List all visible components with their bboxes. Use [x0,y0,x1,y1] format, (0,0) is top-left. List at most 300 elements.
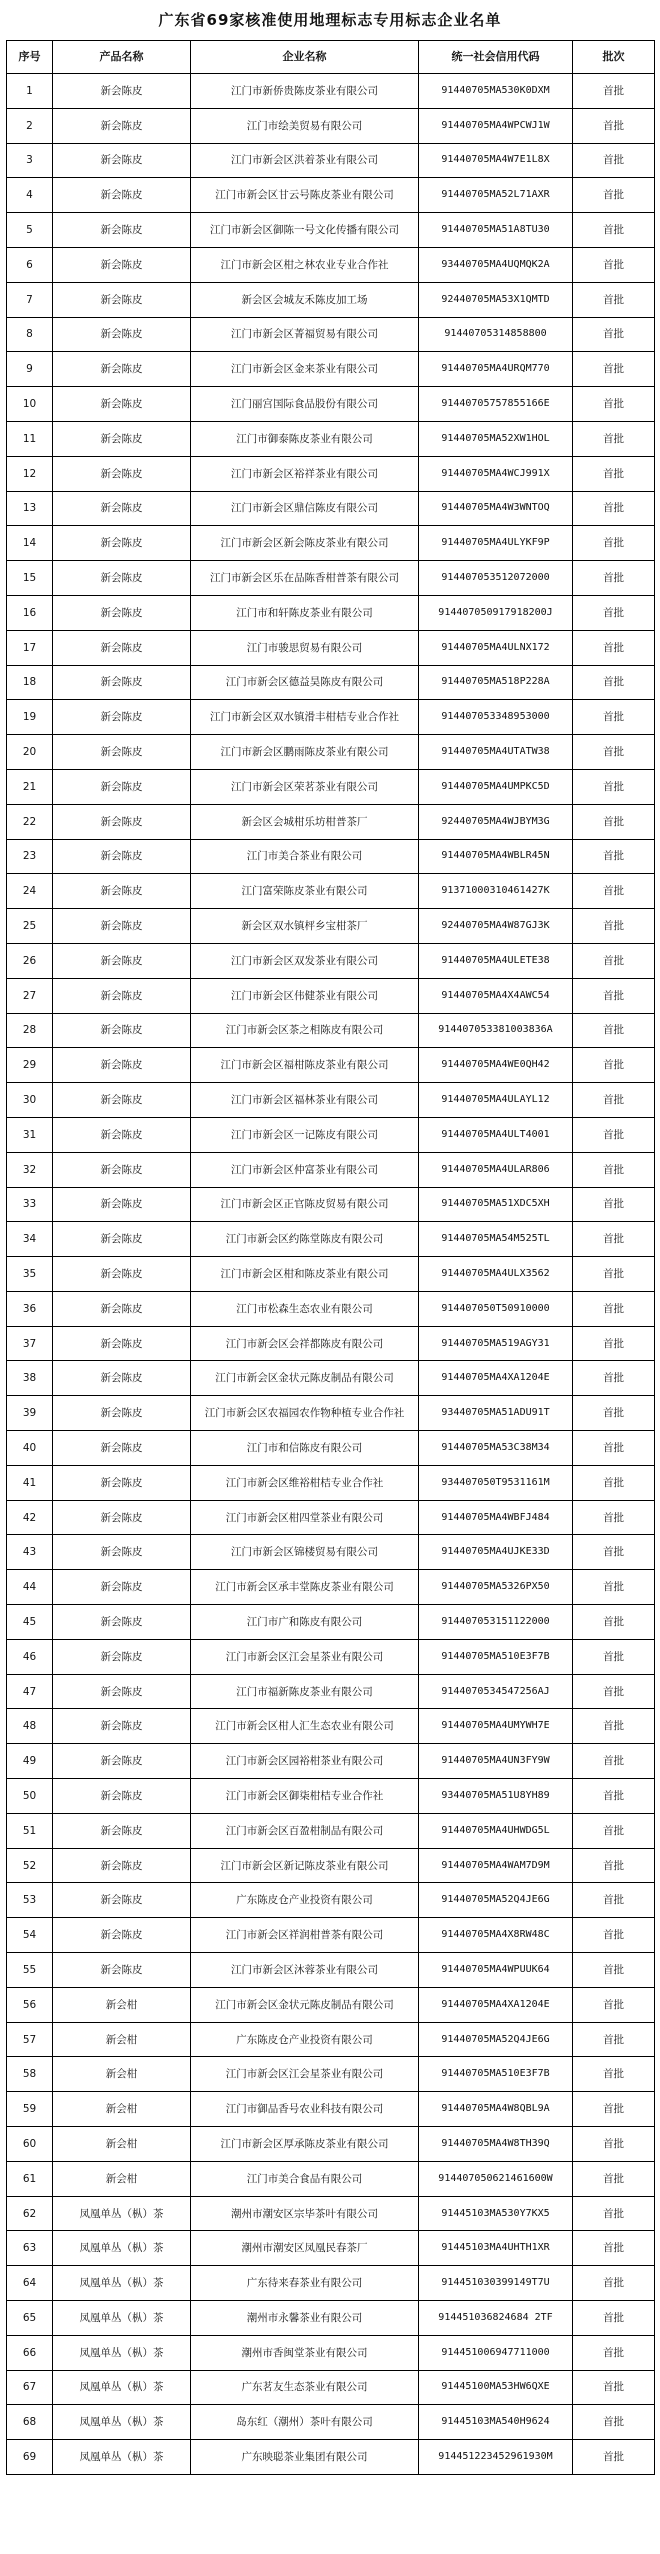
cell-index: 61 [7,2161,53,2196]
cell-batch: 首批 [573,421,655,456]
table-row [7,421,655,456]
cell-product: 新会陈皮 [53,1883,191,1918]
cell-credit-code: 914407053348953000 [419,700,573,735]
cell-credit-code: 91440705MA4XA1204E [419,1987,573,2022]
cell-product: 新会陈皮 [53,108,191,143]
cell-credit-code: 91445103MA4UHTH1XR [419,2231,573,2266]
cell-index: 67 [7,2370,53,2405]
cell-product: 凤凰单丛（枞）茶 [53,2335,191,2370]
cell-company: 江门市新会区厚承陈皮茶业有限公司 [191,2127,419,2162]
cell-batch: 首批 [573,352,655,387]
cell-batch: 首批 [573,213,655,248]
cell-product: 新会陈皮 [53,1639,191,1674]
cell-product: 新会陈皮 [53,1500,191,1535]
cell-batch: 首批 [573,526,655,561]
table-row [7,1048,655,1083]
cell-batch: 首批 [573,561,655,596]
cell-credit-code: 91440705MA54M525TL [419,1222,573,1257]
cell-company: 广东待来春茶业有限公司 [191,2266,419,2301]
cell-batch: 首批 [573,1535,655,1570]
cell-company: 江门市御品香号农业科技有限公司 [191,2092,419,2127]
table-row [7,700,655,735]
cell-company: 潮州市潮安区宗毕茶叶有限公司 [191,2196,419,2231]
table-row [7,2335,655,2370]
cell-company: 江门市新会区柑四堂茶业有限公司 [191,1500,419,1535]
table-row [7,804,655,839]
cell-company: 江门市新会区裕祥茶业有限公司 [191,456,419,491]
cell-company: 江门市新会区会祥都陈皮有限公司 [191,1326,419,1361]
cell-company: 江门市新会区乐在品陈香柑普茶有限公司 [191,561,419,596]
cell-company: 江门市新会区承丰堂陈皮茶业有限公司 [191,1570,419,1605]
cell-index: 46 [7,1639,53,1674]
cell-index: 27 [7,978,53,1013]
cell-credit-code: 91440705MA4WAM7D9M [419,1848,573,1883]
cell-company: 江门市新会区祥润柑普茶有限公司 [191,1918,419,1953]
header-company: 企业名称 [191,41,419,74]
cell-company: 江门市新会区鹏雨陈皮茶业有限公司 [191,735,419,770]
table-row [7,1709,655,1744]
cell-batch: 首批 [573,595,655,630]
cell-credit-code: 914451036824684 2TF [419,2301,573,2336]
cell-credit-code: 914451223452961930M [419,2440,573,2475]
cell-company: 江门市新会区一记陈皮有限公司 [191,1117,419,1152]
cell-credit-code: 91440705MA4ULT4001 [419,1117,573,1152]
cell-batch: 首批 [573,665,655,700]
cell-company: 江门市新会区正官陈皮贸易有限公司 [191,1187,419,1222]
cell-product: 新会陈皮 [53,978,191,1013]
cell-credit-code: 91440705MA4WPCWJ1W [419,108,573,143]
cell-index: 43 [7,1535,53,1570]
cell-credit-code: 91440705MA4UJKE33D [419,1535,573,1570]
cell-credit-code: 92440705MA4WJBYM3G [419,804,573,839]
cell-index: 56 [7,1987,53,2022]
cell-product: 新会柑 [53,2022,191,2057]
cell-index: 24 [7,874,53,909]
cell-credit-code: 91440705MA4UMPKC5D [419,769,573,804]
cell-batch: 首批 [573,178,655,213]
cell-company: 江门丽宫国际食品股份有限公司 [191,387,419,422]
cell-credit-code: 91440705MA52L71AXR [419,178,573,213]
cell-product: 新会陈皮 [53,1222,191,1257]
cell-credit-code: 91440705MA4W8TH39Q [419,2127,573,2162]
header-product: 产品名称 [53,41,191,74]
cell-product: 新会陈皮 [53,595,191,630]
cell-credit-code: 91440705MA4WBLR45N [419,839,573,874]
cell-batch: 首批 [573,1257,655,1292]
cell-index: 42 [7,1500,53,1535]
cell-company: 江门市新会区百盈柑制品有限公司 [191,1813,419,1848]
cell-product: 新会陈皮 [53,352,191,387]
cell-credit-code: 914407050T50910000 [419,1291,573,1326]
cell-product: 新会陈皮 [53,1709,191,1744]
cell-credit-code: 934407050T9531161M [419,1465,573,1500]
cell-company: 江门市新会区鼎信陈皮有限公司 [191,491,419,526]
table-row [7,143,655,178]
cell-batch: 首批 [573,1779,655,1814]
cell-credit-code: 91440705MA4ULYKF9P [419,526,573,561]
cell-product: 新会陈皮 [53,1152,191,1187]
cell-company: 广东陈皮仓产业投资有限公司 [191,2022,419,2057]
cell-index: 25 [7,909,53,944]
cell-product: 凤凰单丛（枞）茶 [53,2440,191,2475]
cell-product: 新会柑 [53,2127,191,2162]
cell-index: 9 [7,352,53,387]
cell-index: 37 [7,1326,53,1361]
cell-product: 新会陈皮 [53,247,191,282]
cell-batch: 首批 [573,108,655,143]
cell-company: 江门市新会区维裕柑桔专业合作社 [191,1465,419,1500]
cell-index: 63 [7,2231,53,2266]
cell-product: 新会陈皮 [53,561,191,596]
cell-credit-code: 914407053381003836A [419,1013,573,1048]
cell-batch: 首批 [573,1570,655,1605]
cell-index: 34 [7,1222,53,1257]
table-row [7,1883,655,1918]
cell-credit-code: 91440705MA4XA1204E [419,1361,573,1396]
table-row [7,2196,655,2231]
cell-product: 凤凰单丛（枞）茶 [53,2370,191,2405]
cell-index: 1 [7,74,53,109]
table-row [7,1326,655,1361]
cell-batch: 首批 [573,1987,655,2022]
cell-index: 47 [7,1674,53,1709]
cell-product: 新会陈皮 [53,74,191,109]
cell-credit-code: 91440705MA4W3WNTOQ [419,491,573,526]
cell-credit-code: 91440705MA4X8RW48C [419,1918,573,1953]
cell-batch: 首批 [573,1605,655,1640]
cell-batch: 首批 [573,1431,655,1466]
cell-credit-code: 91440705MA52Q4JE6G [419,1883,573,1918]
cell-company: 江门市新会区金状元陈皮制品有限公司 [191,1987,419,2022]
cell-index: 50 [7,1779,53,1814]
cell-product: 凤凰单丛（枞）茶 [53,2231,191,2266]
header-credit-code: 统一社会信用代码 [419,41,573,74]
cell-credit-code: 91440705MA4URQM770 [419,352,573,387]
cell-product: 新会陈皮 [53,1187,191,1222]
cell-index: 32 [7,1152,53,1187]
table-row [7,1639,655,1674]
cell-index: 11 [7,421,53,456]
cell-batch: 首批 [573,1465,655,1500]
cell-batch: 首批 [573,1744,655,1779]
table-row [7,665,655,700]
cell-credit-code: 914407053151122000 [419,1605,573,1640]
cell-company: 江门市新会区御柒柑桔专业合作社 [191,1779,419,1814]
cell-product: 新会陈皮 [53,387,191,422]
cell-index: 65 [7,2301,53,2336]
table-row [7,1431,655,1466]
table-row [7,74,655,109]
cell-company: 江门市新会区新记陈皮茶业有限公司 [191,1848,419,1883]
cell-credit-code: 91440705MA4WPUUK64 [419,1953,573,1988]
table-row [7,1291,655,1326]
cell-index: 54 [7,1918,53,1953]
table-row [7,1152,655,1187]
cell-company: 江门市和轩陈皮茶业有限公司 [191,595,419,630]
cell-company: 江门市新会区金状元陈皮制品有限公司 [191,1361,419,1396]
cell-company: 江门市新会区农福园农作物种植专业合作社 [191,1396,419,1431]
cell-company: 江门市新会区福林茶业有限公司 [191,1083,419,1118]
cell-batch: 首批 [573,1222,655,1257]
cell-index: 12 [7,456,53,491]
table-row [7,1117,655,1152]
cell-company: 江门市新会区荣茗茶业有限公司 [191,769,419,804]
table-row [7,2127,655,2162]
cell-credit-code: 914451030399149T7U [419,2266,573,2301]
cell-batch: 首批 [573,1152,655,1187]
cell-index: 66 [7,2335,53,2370]
cell-index: 23 [7,839,53,874]
cell-company: 岛东红（潮州）茶叶有限公司 [191,2405,419,2440]
cell-company: 广东陈皮仓产业投资有限公司 [191,1883,419,1918]
cell-company: 潮州市永馨茶业有限公司 [191,2301,419,2336]
cell-company: 潮州市潮安区凤凰民春茶厂 [191,2231,419,2266]
table-row [7,769,655,804]
cell-index: 36 [7,1291,53,1326]
cell-product: 新会陈皮 [53,1813,191,1848]
cell-product: 新会陈皮 [53,874,191,909]
table-row [7,2405,655,2440]
cell-credit-code: 93440705MA4UQMQK2A [419,247,573,282]
cell-product: 新会陈皮 [53,1257,191,1292]
cell-product: 凤凰单丛（枞）茶 [53,2405,191,2440]
cell-company: 新会区会城友禾陈皮加工场 [191,282,419,317]
cell-product: 新会陈皮 [53,735,191,770]
cell-product: 新会陈皮 [53,1013,191,1048]
cell-batch: 首批 [573,909,655,944]
cell-batch: 首批 [573,2370,655,2405]
cell-product: 新会陈皮 [53,1431,191,1466]
cell-batch: 首批 [573,2196,655,2231]
cell-product: 新会陈皮 [53,1291,191,1326]
table-row [7,1918,655,1953]
cell-index: 4 [7,178,53,213]
cell-company: 广东茗友生态茶业有限公司 [191,2370,419,2405]
table-row [7,1013,655,1048]
cell-batch: 首批 [573,2127,655,2162]
table-row [7,2057,655,2092]
cell-index: 31 [7,1117,53,1152]
cell-product: 新会陈皮 [53,1953,191,1988]
cell-index: 33 [7,1187,53,1222]
cell-credit-code: 91440705MA51XDC5XH [419,1187,573,1222]
cell-index: 55 [7,1953,53,1988]
cell-company: 江门市新会区江会星茶业有限公司 [191,1639,419,1674]
cell-index: 18 [7,665,53,700]
cell-credit-code: 91440705MA52XW1HOL [419,421,573,456]
cell-credit-code: 91440705MA4X4AWC54 [419,978,573,1013]
cell-batch: 首批 [573,1187,655,1222]
table-row [7,1674,655,1709]
table-row [7,2022,655,2057]
cell-index: 5 [7,213,53,248]
cell-credit-code: 91440705MA510E3F7B [419,1639,573,1674]
cell-product: 新会陈皮 [53,943,191,978]
cell-product: 新会陈皮 [53,1918,191,1953]
cell-product: 新会柑 [53,2092,191,2127]
table-row [7,561,655,596]
cell-index: 35 [7,1257,53,1292]
cell-credit-code: 91440705MA530K0DXM [419,74,573,109]
cell-index: 69 [7,2440,53,2475]
cell-index: 26 [7,943,53,978]
cell-company: 潮州市香闽堂茶业有限公司 [191,2335,419,2370]
cell-batch: 首批 [573,1813,655,1848]
table-row [7,1187,655,1222]
cell-product: 新会柑 [53,2057,191,2092]
cell-product: 新会陈皮 [53,769,191,804]
cell-company: 江门市新侨贵陈皮茶业有限公司 [191,74,419,109]
table-row [7,352,655,387]
table-row [7,1987,655,2022]
cell-company: 江门市新会区柑人汇生态农业有限公司 [191,1709,419,1744]
cell-credit-code: 91440705MA4UMYWH7E [419,1709,573,1744]
cell-company: 江门市和信陈皮有限公司 [191,1431,419,1466]
cell-company: 江门市新会区御陈一号文化传播有限公司 [191,213,419,248]
cell-batch: 首批 [573,804,655,839]
table-row [7,735,655,770]
cell-batch: 首批 [573,456,655,491]
cell-company: 江门市新会区柑和陈皮茶业有限公司 [191,1257,419,1292]
cell-product: 新会陈皮 [53,1083,191,1118]
cell-index: 41 [7,1465,53,1500]
cell-index: 62 [7,2196,53,2231]
cell-product: 新会陈皮 [53,456,191,491]
cell-index: 15 [7,561,53,596]
cell-credit-code: 91440705MA4UN3FY9W [419,1744,573,1779]
cell-batch: 首批 [573,143,655,178]
cell-batch: 首批 [573,2022,655,2057]
cell-company: 江门市新会区福柑陈皮茶业有限公司 [191,1048,419,1083]
cell-index: 22 [7,804,53,839]
table-row [7,178,655,213]
cell-product: 新会陈皮 [53,700,191,735]
table-row [7,491,655,526]
cell-index: 57 [7,2022,53,2057]
cell-company: 江门市美合茶业有限公司 [191,839,419,874]
table-row [7,1779,655,1814]
cell-product: 新会陈皮 [53,1605,191,1640]
cell-batch: 首批 [573,978,655,1013]
table-row [7,317,655,352]
cell-batch: 首批 [573,1918,655,1953]
cell-credit-code: 91440705MA51A8TU30 [419,213,573,248]
cell-index: 8 [7,317,53,352]
cell-batch: 首批 [573,387,655,422]
cell-company: 新会区会城柑乐坊柑普茶厂 [191,804,419,839]
cell-index: 58 [7,2057,53,2092]
cell-index: 14 [7,526,53,561]
table-row [7,1361,655,1396]
table-row [7,630,655,665]
cell-credit-code: 91445103MA530Y7KX5 [419,2196,573,2231]
cell-product: 新会陈皮 [53,909,191,944]
table-row [7,1953,655,1988]
cell-product: 新会陈皮 [53,317,191,352]
cell-product: 新会陈皮 [53,491,191,526]
cell-batch: 首批 [573,1361,655,1396]
cell-index: 39 [7,1396,53,1431]
cell-company: 江门市新会区伟健茶业有限公司 [191,978,419,1013]
cell-credit-code: 91440705MA4WCJ991X [419,456,573,491]
cell-product: 新会陈皮 [53,665,191,700]
cell-credit-code: 91440705MA53C38M34 [419,1431,573,1466]
cell-product: 新会陈皮 [53,1361,191,1396]
cell-batch: 首批 [573,2057,655,2092]
cell-credit-code: 91440705757855166E [419,387,573,422]
cell-batch: 首批 [573,1291,655,1326]
table-row [7,2231,655,2266]
cell-company: 江门市骏思贸易有限公司 [191,630,419,665]
cell-index: 19 [7,700,53,735]
cell-credit-code: 91440705MA4ULETE38 [419,943,573,978]
cell-batch: 首批 [573,2335,655,2370]
cell-index: 6 [7,247,53,282]
cell-index: 29 [7,1048,53,1083]
cell-company: 江门市新会区约陈堂陈皮有限公司 [191,1222,419,1257]
cell-batch: 首批 [573,2161,655,2196]
cell-credit-code: 92440705MA4W87GJ3K [419,909,573,944]
cell-company: 江门市新会区菁福贸易有限公司 [191,317,419,352]
cell-credit-code: 91445100MA53HW6QXE [419,2370,573,2405]
cell-product: 新会陈皮 [53,1674,191,1709]
table-row [7,1813,655,1848]
cell-credit-code: 91440705MA4UTATW38 [419,735,573,770]
cell-company: 江门市新会区柑之林农业专业合作社 [191,247,419,282]
cell-batch: 首批 [573,839,655,874]
cell-company: 江门市新会区洪着茶业有限公司 [191,143,419,178]
table-row [7,1848,655,1883]
cell-index: 28 [7,1013,53,1048]
table-row [7,2092,655,2127]
cell-batch: 首批 [573,1048,655,1083]
cell-company: 江门市新会区锦楼贸易有限公司 [191,1535,419,1570]
cell-company: 江门市美合食品有限公司 [191,2161,419,2196]
cell-company: 江门市新会区仲富茶业有限公司 [191,1152,419,1187]
table-row [7,247,655,282]
table-row [7,1570,655,1605]
cell-product: 新会陈皮 [53,282,191,317]
table-row [7,909,655,944]
cell-batch: 首批 [573,1500,655,1535]
cell-credit-code: 91371000310461427K [419,874,573,909]
cell-index: 53 [7,1883,53,1918]
cell-batch: 首批 [573,1639,655,1674]
cell-batch: 首批 [573,769,655,804]
table-row [7,1535,655,1570]
cell-company: 江门市松森生态农业有限公司 [191,1291,419,1326]
cell-credit-code: 91440705314858800 [419,317,573,352]
table-row [7,456,655,491]
cell-index: 64 [7,2266,53,2301]
cell-product: 新会陈皮 [53,526,191,561]
cell-index: 16 [7,595,53,630]
cell-credit-code: 91440705MA4ULNX172 [419,630,573,665]
table-row [7,1465,655,1500]
cell-product: 新会陈皮 [53,1570,191,1605]
cell-credit-code: 91440705MA510E3F7B [419,2057,573,2092]
cell-company: 江门富荣陈皮茶业有限公司 [191,874,419,909]
cell-product: 新会陈皮 [53,1396,191,1431]
cell-credit-code: 914451006947711000 [419,2335,573,2370]
cell-credit-code: 91440705MA5326PX50 [419,1570,573,1605]
cell-index: 68 [7,2405,53,2440]
cell-product: 新会陈皮 [53,1326,191,1361]
cell-product: 新会陈皮 [53,1048,191,1083]
cell-index: 40 [7,1431,53,1466]
cell-credit-code: 9144070534547256AJ [419,1674,573,1709]
cell-batch: 首批 [573,1953,655,1988]
